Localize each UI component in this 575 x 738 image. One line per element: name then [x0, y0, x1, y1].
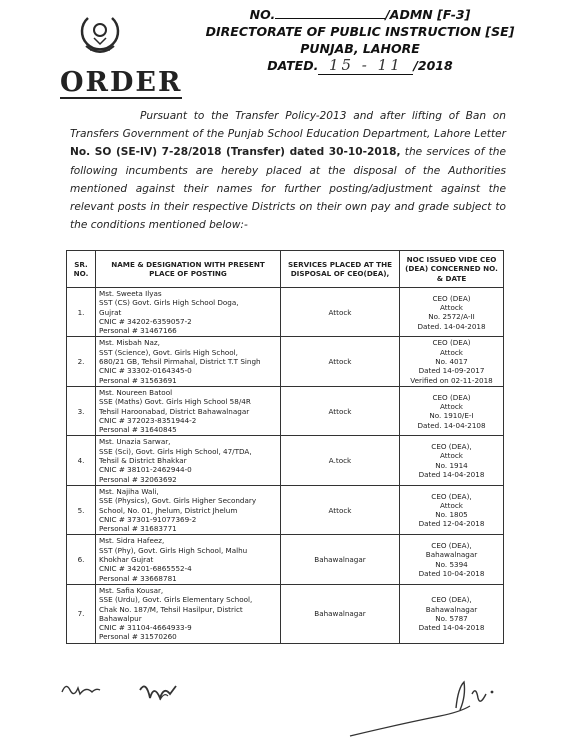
- letterhead: [195, 6, 525, 75]
- row-serial: 7.: [67, 584, 96, 643]
- noc-line: Dated 14-04-2018: [418, 469, 485, 479]
- noc-line: No. 1805: [435, 510, 468, 520]
- noc-line: Verified on 02-11-2018: [410, 375, 493, 385]
- signatures: [60, 676, 560, 738]
- row-placed-at: Attock: [281, 485, 400, 534]
- noc-line: Dated 10-04-2018: [418, 568, 485, 578]
- name-line: Personal # 31570260: [99, 632, 177, 642]
- date-line: [195, 57, 525, 75]
- table-row: [67, 584, 504, 643]
- number-blank: [275, 18, 385, 19]
- row-placed-at: Bahawalnagar: [281, 535, 400, 584]
- header-sr: SR. NO.: [67, 251, 96, 288]
- name-line: Personal # 31467166: [99, 326, 177, 336]
- noc-line: CEO (DEA): [432, 293, 471, 303]
- date-year: /2018: [413, 58, 453, 73]
- row-serial: 6.: [67, 535, 96, 584]
- row-placed-at: Bahawalnagar: [281, 584, 400, 643]
- row-noc: [400, 584, 504, 643]
- noc-line: Dated. 14-04-2108: [417, 420, 486, 430]
- name-line: Chak No. 187/M, Tehsil Hasilpur, District: [99, 604, 243, 614]
- noc-line: Attock: [440, 347, 463, 357]
- name-line: Mst. Unazia Sarwar,: [99, 437, 171, 447]
- noc-line: Attock: [440, 451, 463, 461]
- name-line: Mst. Noureen Batool: [99, 387, 173, 397]
- noc-line: CEO (DEA),: [431, 595, 472, 605]
- name-line: CNIC # 31104-4664933-9: [99, 623, 192, 633]
- name-line: Khokhar Gujrat: [99, 555, 154, 565]
- name-line: CNIC # 372023-8351944-2: [99, 415, 197, 425]
- noc-line: Bahawalnagar: [425, 604, 478, 614]
- name-line: Mst. Safia Kousar,: [99, 585, 164, 595]
- noc-line: No. 5787: [435, 613, 468, 623]
- noc-line: Dated 14-04-2018: [418, 623, 485, 633]
- transfer-table: [66, 250, 504, 644]
- table-row: [67, 485, 504, 534]
- name-line: Personal # 31683771: [99, 524, 177, 534]
- name-line: 680/21 GB, Tehsil Pirmahal, District T.T Singh: [99, 357, 261, 367]
- row-placed-at: Attock: [281, 288, 400, 337]
- row-serial: 1.: [67, 288, 96, 337]
- name-line: SSE (Maths) Govt. Girls High School 58/4R: [99, 397, 251, 407]
- directorate-location: PUNJAB, LAHORE: [300, 41, 420, 56]
- name-line: Tehsil & District Bhakkar: [99, 456, 187, 466]
- name-line: CNIC # 38101-2462944-0: [99, 465, 192, 475]
- date-label: DATED.: [267, 58, 319, 73]
- name-line: CNIC # 34201-6865552-4: [99, 564, 192, 574]
- noc-line: Attock: [440, 302, 463, 312]
- order-title: ORDER: [60, 67, 183, 98]
- row-noc: [400, 386, 504, 435]
- noc-line: Dated 14-09-2017: [418, 366, 485, 376]
- name-line: Personal # 31640845: [99, 425, 177, 435]
- noc-line: CEO (DEA): [432, 392, 471, 402]
- noc-line: No. 1914: [435, 460, 468, 470]
- noc-line: No. 4017: [435, 357, 468, 367]
- row-name-designation: [96, 584, 281, 643]
- row-serial: 2.: [67, 337, 96, 386]
- noc-line: No. 2572/A-II: [428, 312, 475, 322]
- noc-line: CEO (DEA),: [431, 442, 472, 452]
- name-line: Mst. Misbah Naz,: [99, 338, 160, 348]
- punjab-emblem-icon: [72, 8, 128, 64]
- table-row: [67, 535, 504, 584]
- name-line: CNIC # 33302-0164345-0: [99, 366, 192, 376]
- header-placed: SERVICES PLACED AT THE DISPOSAL OF CEO(DEA),: [281, 251, 400, 288]
- noc-line: Bahawalnagar: [425, 550, 478, 560]
- name-line: Personal # 33668781: [99, 573, 177, 583]
- row-serial: 5.: [67, 485, 96, 534]
- name-line: SST (Phy), Govt. Girls High School, Malhu: [99, 545, 248, 555]
- noc-line: Dated 12-04-2018: [418, 519, 485, 529]
- name-line: Gujrat: [99, 307, 122, 317]
- header-name: NAME & DESIGNATION WITH PRESENT PLACE OF POSTING: [96, 251, 281, 288]
- name-line: CNIC # 37301-91077369-2: [99, 514, 197, 524]
- name-line: SSE (Physics), Govt. Girls Higher Secondary: [99, 496, 257, 506]
- handwritten-date: 15 - 11: [318, 57, 413, 75]
- noc-line: CEO (DEA): [432, 338, 471, 348]
- number-suffix: /ADMN [F-3]: [385, 7, 471, 22]
- row-serial: 4.: [67, 436, 96, 485]
- order-number-line: [195, 6, 525, 23]
- number-label: NO.: [249, 7, 276, 22]
- row-name-designation: [96, 337, 281, 386]
- noc-line: No. 5394: [435, 559, 468, 569]
- row-name-designation: [96, 386, 281, 435]
- name-line: SST (CS) Govt. Girls High School Doga,: [99, 298, 239, 308]
- row-name-designation: [96, 436, 281, 485]
- row-noc: [400, 288, 504, 337]
- row-name-designation: [96, 288, 281, 337]
- name-line: Mst. Najiha Wali,: [99, 486, 159, 496]
- noc-line: CEO (DEA),: [431, 491, 472, 501]
- name-line: School, No. 01, Jhelum, District Jhelum: [99, 505, 238, 515]
- noc-line: Attock: [440, 401, 463, 411]
- name-line: CNIC # 34202-6359057-2: [99, 316, 192, 326]
- directorate-name: DIRECTORATE OF PUBLIC INSTRUCTION [SE]: [205, 24, 515, 39]
- row-placed-at: A.tock: [281, 436, 400, 485]
- name-line: Mst. Sweeta Ilyas: [99, 289, 162, 298]
- row-serial: 3.: [67, 386, 96, 435]
- intro-text-2: the services of the following incumbents are hereby placed at the disposal of the Authorities mentioned against their names for further posting/adjustment against the relevant posts in their respective Districts on their own pay and grade subject to the conditions mentioned below:-: [70, 146, 506, 232]
- noc-line: Attock: [440, 500, 463, 510]
- name-line: Bahawalpur: [99, 613, 142, 623]
- row-name-designation: [96, 485, 281, 534]
- intro-text-1: Pursuant to the Transfer Policy-2013 and after lifting of Ban on Transfers Government of the Punjab School Education Department, Lahore Letter: [70, 110, 506, 141]
- name-line: Tehsil Haroonabad, District Bahawalnagar: [99, 406, 250, 416]
- name-line: SST (Science), Govt. Girls High School,: [99, 347, 238, 357]
- noc-line: Dated. 14-04-2018: [417, 321, 486, 331]
- name-line: Personal # 32063692: [99, 474, 177, 484]
- name-line: SSE (Sci), Govt. Girls High School, 47/TDA,: [99, 446, 252, 456]
- row-noc: [400, 535, 504, 584]
- name-line: Mst. Sidra Hafeez,: [99, 536, 165, 546]
- table-row: [67, 436, 504, 485]
- row-placed-at: Attock: [281, 337, 400, 386]
- row-noc: [400, 436, 504, 485]
- name-line: Personal # 31563691: [99, 375, 177, 385]
- header-noc: NOC ISSUED VIDE CEO (DEA) CONCERNED NO. & DATE: [400, 251, 504, 288]
- table-row: [67, 337, 504, 386]
- row-placed-at: Attock: [281, 386, 400, 435]
- row-noc: [400, 337, 504, 386]
- row-name-designation: [96, 535, 281, 584]
- noc-line: CEO (DEA),: [431, 541, 472, 551]
- intro-paragraph: [70, 107, 506, 234]
- row-noc: [400, 485, 504, 534]
- table-row: [67, 288, 504, 337]
- noc-line: No. 1910/E-I: [429, 411, 474, 421]
- table-header-row: [67, 251, 504, 288]
- letter-reference: No. SO (SE-IV) 7-28/2018 (Transfer) dated 30-10-2018,: [70, 146, 401, 159]
- table-row: [67, 386, 504, 435]
- name-line: SSE (Urdu), Govt. Girls Elementary School,: [99, 595, 253, 605]
